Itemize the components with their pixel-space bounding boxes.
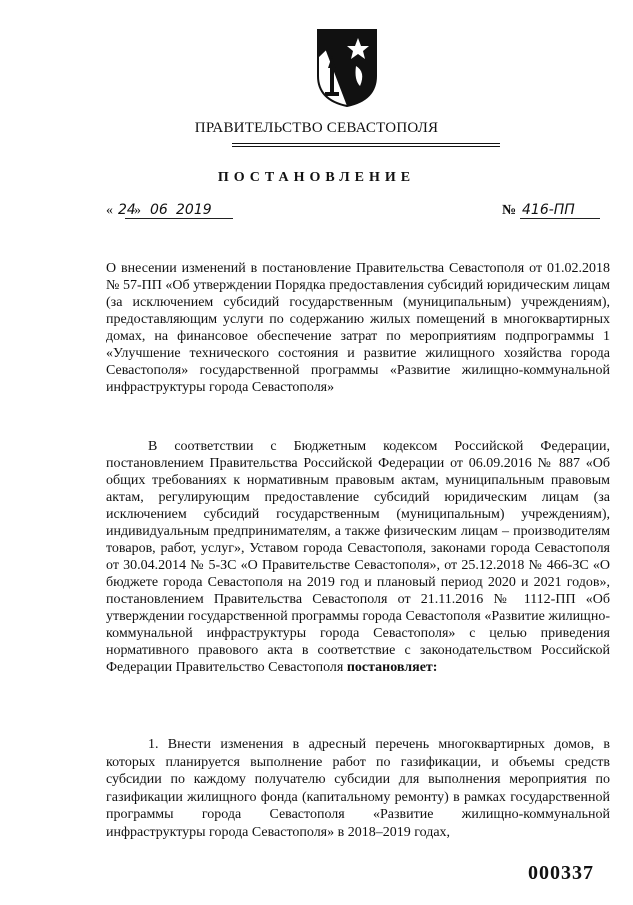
preamble-paragraph: [106, 438, 610, 676]
date-day: 24: [118, 202, 136, 218]
date-close-quote: »: [134, 203, 141, 218]
sevastopol-coat-of-arms-icon: [316, 28, 378, 108]
date-underline: [125, 218, 233, 219]
date-year: 2019: [176, 202, 212, 218]
date-month: 06: [150, 202, 168, 218]
number-value: 416-ПП: [522, 202, 575, 218]
date-open-quote: «: [106, 203, 113, 218]
serial-number: 000337: [528, 862, 594, 884]
number-sign: №: [502, 203, 517, 218]
document-date: [106, 203, 236, 223]
title-rule-top: [232, 143, 500, 144]
document-number: [502, 203, 612, 223]
document-type: ПОСТАНОВЛЕНИЕ: [217, 170, 416, 185]
document-subject: О внесении изменений в постановление Правительства Севастополя от 01.02.2018 № 57-ПП «Об утверждении Порядка предоставления субсидий юридическим лицам (за исключением субсидий государственным (муниципальным) учреждениям), предоставляющим услуги по содержанию жилых помещений в многоквартирных домах, на финансовое обеспечение затрат по мероприятиям подпрограммы 1 «Улучшение технического состояния и развитие жилищного хозяйства города Севастополя» государственной программы «Развитие жилищно-коммунальной инфраструктуры города Севастополя»: [106, 261, 610, 395]
org-title: ПРАВИТЕЛЬСТВО СЕВАСТОПОЛЯ: [194, 120, 439, 136]
clause-1: 1. Внести изменения в адресный перечень многоквартирных домов, в которых планируется выполнение работ по газификации, и объемы средств субсидии по каждому получателю субсидии для выполнения мероприятия по газификации жилищного фонда (капитальному ремонту) в рамках государственной программы города Севастополя «Развитие жилищно-коммунальной инфраструктуры города Севастополя» в 2018–2019 годах,: [106, 737, 610, 840]
number-underline: [520, 218, 600, 219]
decree-word: постановляет:: [346, 660, 438, 675]
preamble-text: В соответствии с Бюджетным кодексом Российской Федерации, постановлением Правительства Российской Федерации от 06.09.2016 № 887 «Об общих требованиях к нормативным правовым актам, муниципальным правовым актам, регулирующим предоставление субсидий юридическим лицам (за исключением субсидий государственным (муниципальным) учреждениям), индивидуальным предпринимателям, а также физическим лицам – производителям товаров, работ, услуг», Уставом города Севастополя, законами города Севастополя от 30.04.2014 № 5-ЗС «О Правительстве Севастополя», от 25.12.2018 № 466-ЗС «О бюджете города Севастополя на 2019 год и плановый период 2020 и 2021 годов», постановлением Правительства Севастополя от 21.11.2016 № 1112-ПП «Об утверждении государственной программы города Севастополя «Развитие жилищно-коммунальной инфраструктуры города Севастополя» с целью приведения нормативного правового акта в соответствие с законодательством Российской Федерации Правительство Севастополя: [106, 439, 610, 675]
title-rule-bottom: [232, 146, 500, 147]
